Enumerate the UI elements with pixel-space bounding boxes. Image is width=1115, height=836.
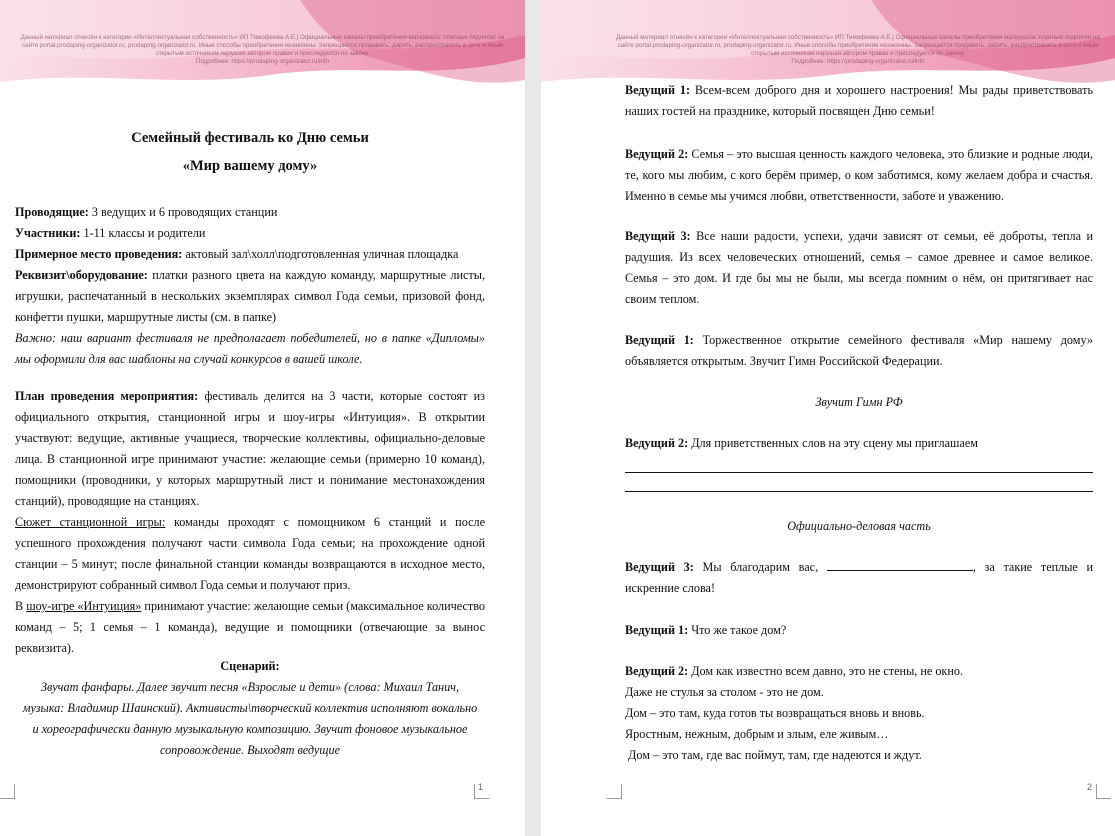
props-label: Реквизит\оборудование: (15, 268, 148, 282)
speaker-label: Ведущий 2: (625, 664, 689, 678)
speech-text: , за такие теплые и искренние слова! (625, 560, 1094, 595)
speech-text: Мы благодарим вас, (693, 560, 827, 574)
important-note: Важно: наш вариант фестиваля не предполагает победителей, но в папке «Дипломы» мы оформили для вас шаблоны на случай конкурсов в вашей школе. (15, 331, 485, 366)
blank-line (625, 458, 1093, 473)
props-paragraph (15, 265, 485, 328)
speech-text: Для приветственных слов на эту сцену мы приглашаем (688, 436, 978, 450)
document-page-2 (541, 0, 1115, 836)
plan-label: План проведения мероприятия: (15, 389, 199, 403)
copyright-header (611, 34, 1105, 66)
presenters-value: 3 ведущих и 6 проводящих станции (88, 205, 278, 219)
poem-line: Яростным, нежным, добрым и злым, еле живым… (625, 727, 889, 741)
copyright-link: Подробнее: https://prodaping-organizator.ru/info (195, 58, 330, 65)
presenters-label: Проводящие: (15, 205, 89, 219)
speaker-label: Ведущий 1: (625, 623, 689, 637)
speech-text: Что же такое дом? (688, 623, 787, 637)
speech-text: Торжественное открытие семейного фестиваля «Мир нашему дому» объявляется открытым. Звучит Гимн Российской Федерации. (625, 333, 1094, 368)
speaker-label: Ведущий 3: (625, 560, 694, 574)
speech-8 (625, 661, 1093, 682)
margin-mark (0, 784, 15, 799)
scenario-text: Звучат фанфары. Далее звучит песня «Взрослые и дети» (слова: Михаил Танич, музыка: Владимир Шаинский). Активисты\творческий коллектив исполняют вокально и хореографически данную музыкальную композицию. Звучит фоновое музыкальное сопровождение. Выходят ведущие (22, 680, 478, 757)
plan-paragraph (15, 386, 485, 512)
speech-2 (625, 144, 1093, 207)
plot-value: команды проходят с помощником 6 станций и после успешного прохождения получают части символа Года семьи; на прохождение одной станции – 5 минут; после финальной станции команды возвращаются в исходное место, демонстрируют собранный символ Года семьи и получают приз. (15, 515, 485, 592)
poem-block (625, 661, 1093, 766)
speech-5 (625, 433, 1093, 454)
speech-7 (625, 620, 1093, 641)
speaker-label: Ведущий 2: (625, 147, 689, 161)
show-value: принимают участие: желающие семьи (максимальное количество команд – 5; 1 семья – 1 команда), ведущие и помощники (отвечающие за вынос реквизита). (15, 599, 485, 655)
show-paragraph (15, 596, 485, 659)
participants-line (15, 223, 485, 244)
speech-4 (625, 330, 1093, 372)
place-value: актовый зал\холл\подготовленная уличная площадка (182, 247, 459, 261)
props-value: платки разного цвета на каждую команду, маршрутные листы, игрушки, распечатанный в нескольких экземплярах символ Года семьи, призовой фонд, конфетти пушки, маршрутные листы (см. в папке) (15, 268, 485, 324)
plan-value: фестиваль делится на 3 части, которые состоят из официального открытия, станционной игры и шоу-игры «Интуиция». В открытии участвуют: ведущие, активные учащиеся, творческие коллективы, официально-деловые лица. В станционной игре принимают участие: желающие семьи (примерно 10 команд), помощники (проводники, у которых маршрутный лист и понимание местонахождения станций), проводящие на станциях. (15, 389, 485, 508)
copyright-header (20, 34, 505, 66)
page-number: 1 (478, 782, 484, 792)
speaker-label: Ведущий 1: (625, 83, 691, 97)
speaker-label: Ведущий 3: (625, 229, 691, 243)
copyright-link: Подробнее: https://prodaping-organizator.ru/info (791, 58, 925, 65)
participants-label: Участники: (15, 226, 81, 240)
blank-line (625, 477, 1093, 492)
speech-1 (625, 80, 1093, 122)
copyright-text: Данный материал отнесён к категории «Интеллектуальная собственность» ИП Тимофеева А.Е.| Официальные каналы приобретения материала: платные подписки на сайте portal.prodaping-organizator.ru, prodaping-organizator.ru. Иные способы приобретения незаконны. Запрещается продавать, дарить, распространять в сети и иным открытым источникам нарушая автором правах и преследуется по закону. (20, 34, 505, 57)
page-number: 2 (1087, 782, 1093, 792)
margin-mark (1096, 784, 1111, 799)
speech-6 (625, 557, 1093, 599)
margin-mark (607, 784, 622, 799)
speech-text: Всем-всем доброго дня и хорошего настроения! Мы рады приветствовать наших гостей на празднике, который посвящен Дню семьи! (625, 83, 1094, 118)
document-page-1 (0, 0, 525, 836)
place-line (15, 244, 485, 265)
official-part-direction: Официально-деловая часть (787, 519, 931, 533)
speech-text: Дом как известно всем давно, это не стены, не окно. (688, 664, 964, 678)
doc-title-line-2: «Мир вашему дому» (182, 158, 318, 174)
plot-paragraph (15, 512, 485, 596)
show-prefix: В (15, 599, 27, 613)
presenters-line (15, 202, 485, 223)
speaker-label: Ведущий 1: (625, 333, 694, 347)
place-label: Примерное место проведения: (15, 247, 183, 261)
speech-text: Все наши радости, успехи, удачи зависят от семьи, её доброты, тепла и радушия. Из всех человеческих отношений, семья – самое древнее и самое великое. Семья – это дом. И где бы мы не были, мы всегда помним о нём, он притягивает нас своим теплом. (625, 229, 1093, 306)
poem-line: Дом – это там, где вас поймут, там, где надеются и ждут. (625, 748, 922, 762)
copyright-text: Данный материал отнесён к категории «Интеллектуальная собственность» ИП Тимофеева А.Е.| Официальные каналы приобретения материала: платные подписки на сайте portal.prodaping-organizator.ru, prodaping-organizator.ru. Иные способы приобретения незаконны. Запрещается продавать, дарить, распространять в сети и иным открытым источникам нарушая автором правах и преследуется по закону. (616, 34, 1100, 57)
scenario-heading: Сценарий: (220, 659, 280, 673)
poem-line: Дом – это там, куда готов ты возвращаться вновь и вновь. (625, 706, 925, 720)
poem-line: Даже не стулья за столом - это не дом. (625, 685, 824, 699)
doc-title-line-1: Семейный фестиваль ко Дню семьи (131, 130, 369, 146)
speech-text: Семья – это высшая ценность каждого человека, это близкие и родные люди, те, кого мы любим, с кого берём пример, о ком заботимся, кому желаем добра и счастья. Именно в семье мы учимся любви, ответственности, заботе и уважению. (625, 147, 1094, 203)
anthem-direction: Звучит Гимн РФ (815, 395, 903, 409)
participants-value: 1-11 классы и родители (80, 226, 206, 240)
show-label: шоу-игре «Интуиция» (26, 599, 142, 613)
blank-field (827, 558, 973, 571)
speech-3 (625, 226, 1093, 310)
plot-label: Сюжет станционной игры: (15, 515, 166, 529)
speaker-label: Ведущий 2: (625, 436, 689, 450)
